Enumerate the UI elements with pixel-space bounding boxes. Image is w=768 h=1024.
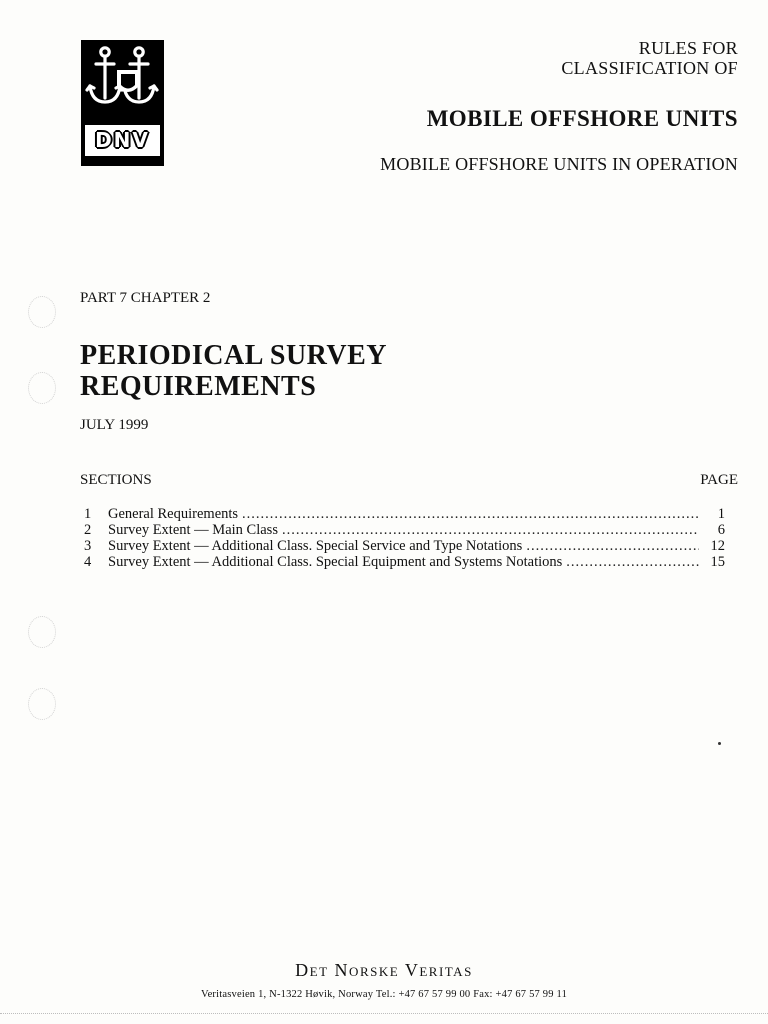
document-title-line1: PERIODICAL SURVEY xyxy=(80,340,388,371)
document-title-line2: REQUIREMENTS xyxy=(80,371,317,402)
toc-item[interactable] xyxy=(80,522,725,538)
part-chapter: PART 7 CHAPTER 2 xyxy=(80,290,211,306)
dnv-logo xyxy=(81,40,164,166)
anchor-emblem-icon xyxy=(81,40,164,116)
rules-header-line2: CLASSIFICATION OF xyxy=(561,58,738,78)
toc-item-title: Survey Extent — Main Class xyxy=(108,522,278,538)
publisher-address: Veritasveien 1, N-1322 Høvik, Norway Tel.: +47 67 57 99 00 Fax: +47 67 57 99 11 xyxy=(200,989,568,1000)
toc-item-number: 2 xyxy=(84,522,92,538)
hole-punch-mark xyxy=(28,372,56,404)
document-date: JULY 1999 xyxy=(80,417,149,433)
toc-item[interactable] xyxy=(80,506,725,522)
toc-header xyxy=(80,472,740,489)
toc-item-title: Survey Extent — Additional Class. Special Service and Type Notations xyxy=(108,538,523,554)
footer-rule xyxy=(0,1013,768,1014)
toc-item-title: General Requirements xyxy=(108,506,239,522)
main-title: MOBILE OFFSHORE UNITS xyxy=(426,106,738,131)
toc-leader-dots xyxy=(566,554,699,570)
toc-item-page: 15 xyxy=(710,554,725,570)
toc-item[interactable] xyxy=(80,538,725,554)
toc-item-number: 3 xyxy=(84,538,92,554)
toc-item-page: 1 xyxy=(717,506,725,522)
sections-label: SECTIONS xyxy=(80,472,152,488)
toc-item[interactable] xyxy=(80,554,725,570)
toc-leader-dots xyxy=(242,506,699,522)
document-title xyxy=(80,340,387,402)
toc-item-number: 4 xyxy=(84,554,92,570)
toc-item-page: 6 xyxy=(717,522,725,538)
scan-speck xyxy=(718,742,721,745)
hole-punch-mark xyxy=(28,688,56,720)
toc-item-title: Survey Extent — Additional Class. Special Equipment and Systems Notations xyxy=(108,554,563,570)
dnv-wordmark: DNV xyxy=(85,125,160,156)
hole-punch-mark xyxy=(28,296,56,328)
page-label: PAGE xyxy=(700,472,738,488)
toc-item-page: 12 xyxy=(710,538,725,554)
hole-punch-mark xyxy=(28,616,56,648)
rules-header-line1: RULES FOR xyxy=(638,38,738,58)
rules-header xyxy=(561,38,738,78)
toc-leader-dots xyxy=(526,538,699,554)
publisher-name xyxy=(0,960,768,981)
publisher-name-text: Det Norske Veritas xyxy=(295,960,473,980)
toc-leader-dots xyxy=(282,522,699,538)
table-of-contents xyxy=(80,506,725,570)
toc-item-number: 1 xyxy=(84,506,92,522)
sub-title: MOBILE OFFSHORE UNITS IN OPERATION xyxy=(380,154,738,174)
